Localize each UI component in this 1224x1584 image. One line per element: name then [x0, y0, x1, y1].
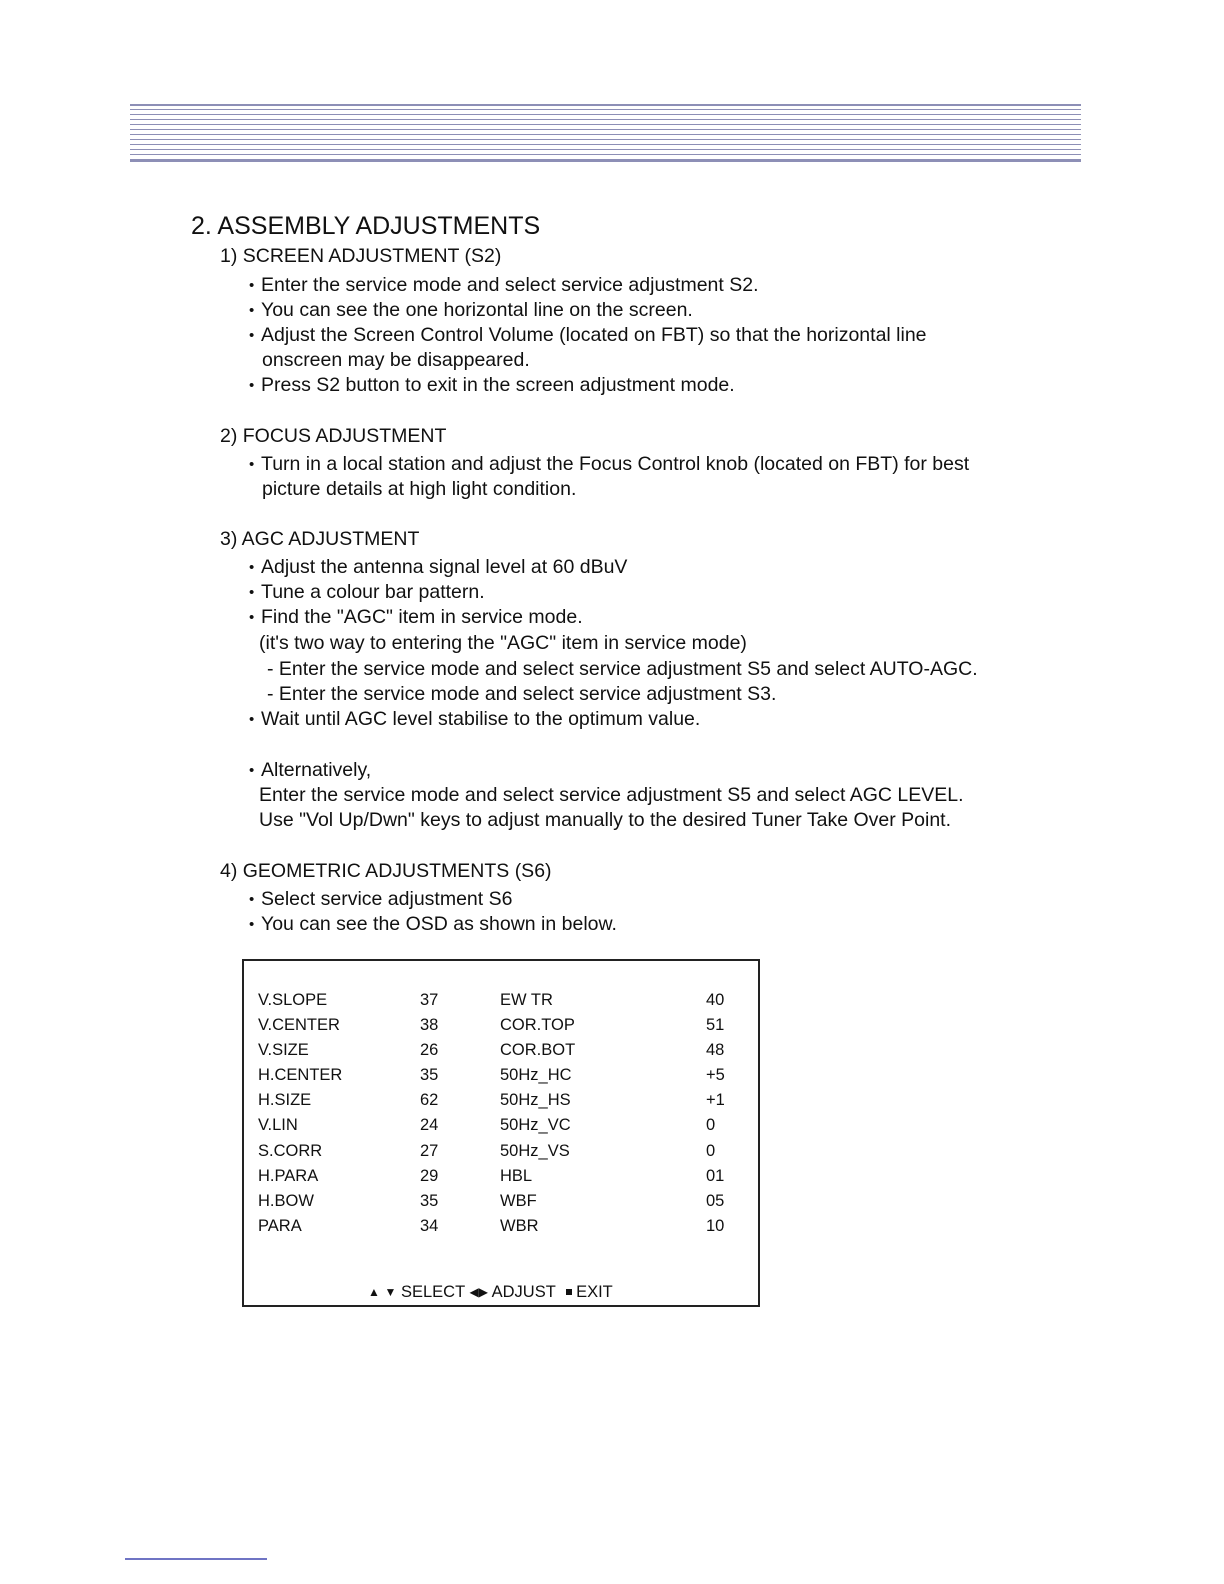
bullet-item: • Press S2 button to exit in the screen adjustment mode. [249, 374, 735, 396]
osd-row: S.CORR 27 50Hz_VS 0 [258, 1142, 716, 1160]
bullet-icon: • [249, 456, 255, 473]
bullet-item: • Alternatively, [249, 759, 372, 781]
bullet-icon: • [249, 302, 255, 319]
osd-row: V.SIZE 26 COR.BOT 48 [258, 1041, 725, 1059]
bullet-icon: • [249, 762, 255, 779]
bullet-continuation: picture details at high light condition. [262, 478, 577, 500]
header-band [130, 104, 1081, 162]
bullet-icon: • [249, 711, 255, 728]
arrow-right-icon: ▶ [478, 1285, 488, 1299]
bullet-continuation: onscreen may be disappeared. [262, 349, 530, 371]
bullet-item: • Find the "AGC" item in service mode. [249, 606, 583, 628]
bullet-icon: • [249, 916, 255, 933]
agc-method-1: - Enter the service mode and select service adjustment S5 and select AUTO-AGC. [267, 658, 978, 680]
osd-panel [242, 959, 760, 1307]
bullet-icon: • [249, 327, 255, 344]
bullet-item: • Turn in a local station and adjust the Focus Control knob (located on FBT) for best [249, 453, 970, 475]
bullet-icon: • [249, 377, 255, 394]
adjust-label: ADJUST [491, 1283, 556, 1301]
arrow-left-icon: ◀ [469, 1285, 479, 1299]
exit-label: EXIT [576, 1283, 613, 1301]
section-screen-heading: 1) SCREEN ADJUSTMENT (S2) [220, 245, 502, 267]
osd-row: PARA 34 WBR 10 [258, 1217, 725, 1235]
bullet-icon: • [249, 891, 255, 908]
bullet-item: • Select service adjustment S6 [249, 888, 513, 910]
stop-square-icon [566, 1289, 572, 1295]
osd-row: H.CENTER 35 50Hz_HC +5 [258, 1066, 725, 1084]
bullet-icon: • [249, 609, 255, 626]
arrow-down-icon: ▼ [384, 1285, 397, 1299]
bullet-item: • You can see the OSD as shown in below. [249, 913, 617, 935]
bullet-item: • Wait until AGC level stabilise to the optimum value. [249, 708, 701, 730]
bullet-icon: • [249, 559, 255, 576]
agc-method-2: - Enter the service mode and select service adjustment S3. [267, 683, 777, 705]
osd-row: V.CENTER 38 COR.TOP 51 [258, 1016, 725, 1034]
osd-row: H.SIZE 62 50Hz_HS +1 [258, 1091, 725, 1109]
osd-row: V.SLOPE 37 EW TR 40 [258, 991, 725, 1009]
osd-footer [368, 1281, 613, 1303]
osd-row: V.LIN 24 50Hz_VC 0 [258, 1116, 716, 1134]
osd-row: H.BOW 35 WBF 05 [258, 1192, 725, 1210]
bullet-item: • Tune a colour bar pattern. [249, 581, 485, 603]
bullet-item: • You can see the one horizontal line on the screen. [249, 299, 693, 321]
bullet-item: • Adjust the Screen Control Volume (located on FBT) so that the horizontal line [249, 324, 927, 346]
section-geometric-heading: 4) GEOMETRIC ADJUSTMENTS (S6) [220, 860, 552, 882]
bullet-item: • Enter the service mode and select service adjustment S2. [249, 274, 759, 296]
alt-line-1: Enter the service mode and select service adjustment S5 and select AGC LEVEL. [259, 784, 964, 806]
section-agc-heading: 3) AGC ADJUSTMENT [220, 528, 420, 550]
section-focus-heading: 2) FOCUS ADJUSTMENT [220, 425, 447, 447]
bullet-icon: • [249, 277, 255, 294]
select-label: SELECT [400, 1283, 465, 1301]
bullet-icon: • [249, 584, 255, 601]
agc-note: (it's two way to entering the "AGC" item in service mode) [259, 632, 747, 654]
bullet-item: • Adjust the antenna signal level at 60 dBuV [249, 556, 628, 578]
arrow-up-icon: ▲ [368, 1285, 380, 1299]
page-title: 2. ASSEMBLY ADJUSTMENTS [191, 212, 541, 240]
footer-rule [125, 1558, 267, 1560]
osd-row: H.PARA 29 HBL 01 [258, 1167, 725, 1185]
alt-line-2: Use "Vol Up/Dwn" keys to adjust manually to the desired Tuner Take Over Point. [259, 809, 951, 831]
